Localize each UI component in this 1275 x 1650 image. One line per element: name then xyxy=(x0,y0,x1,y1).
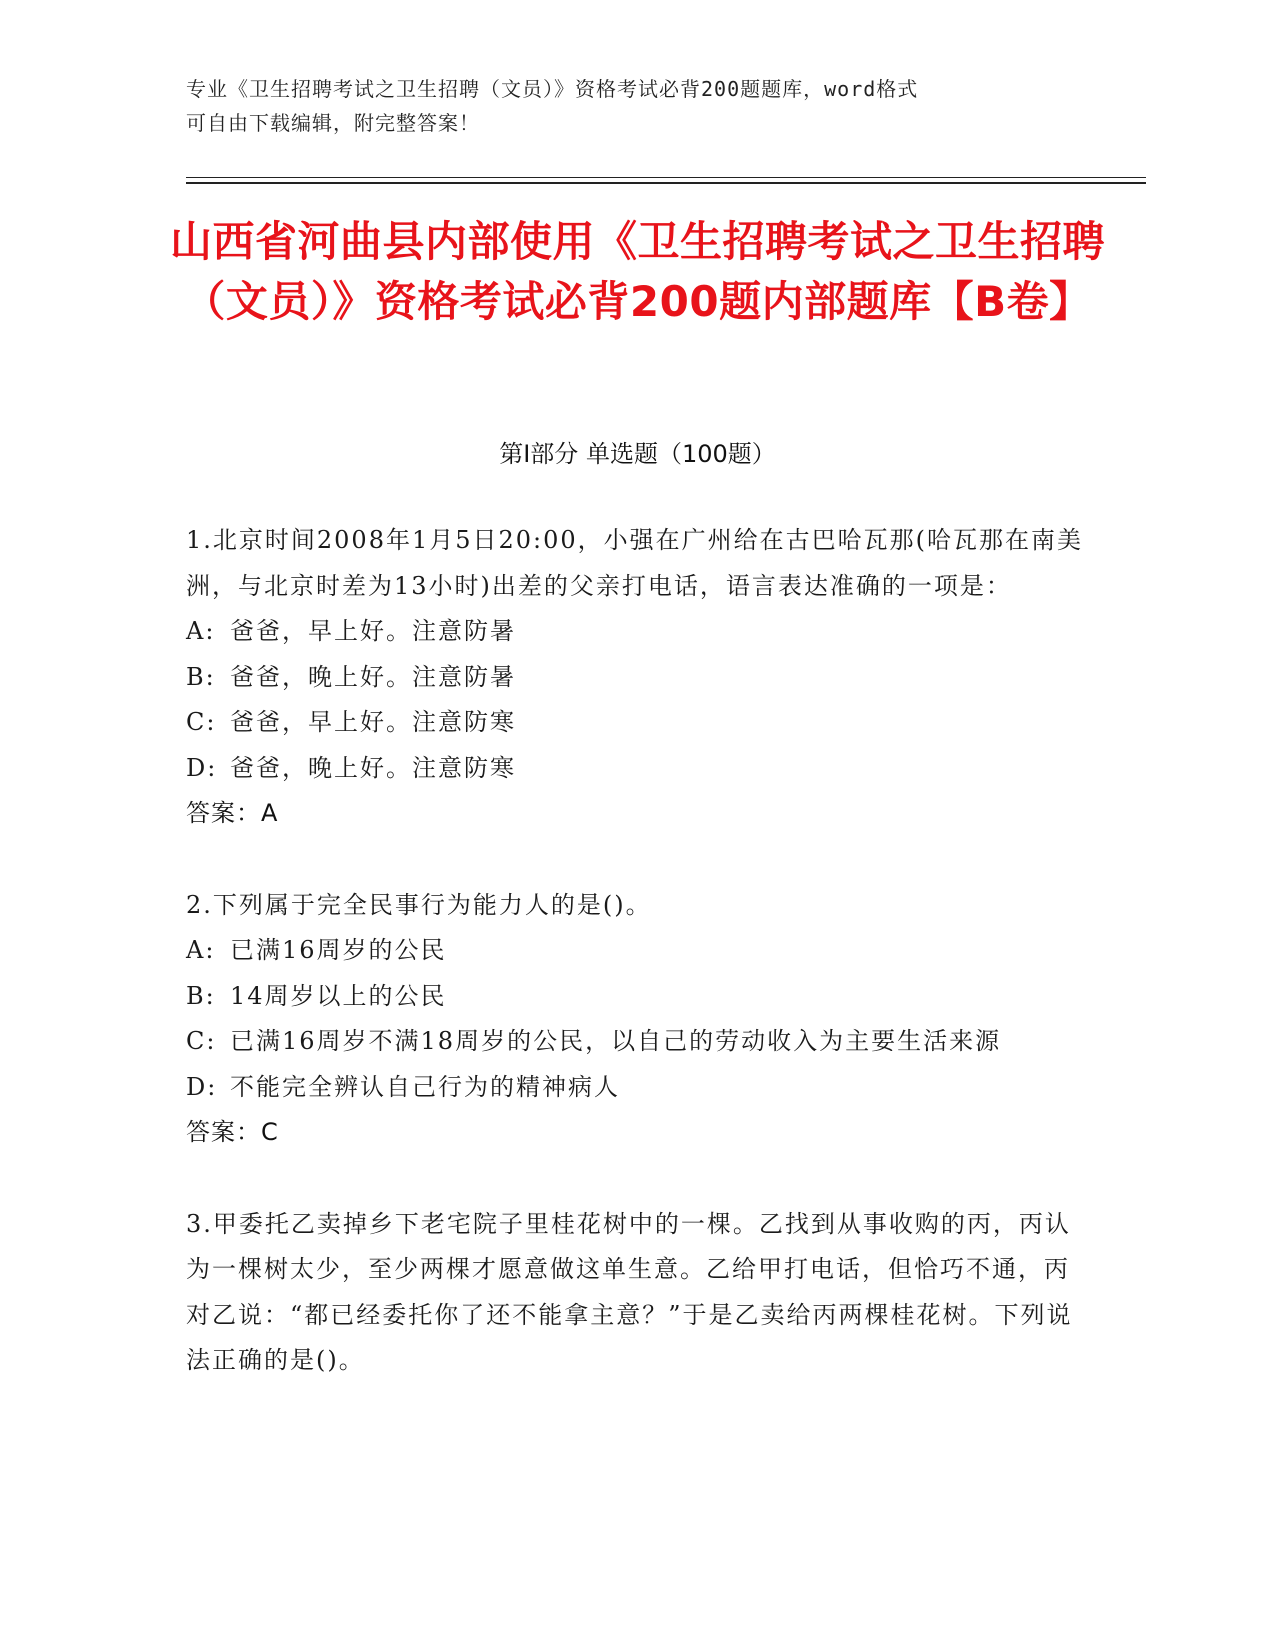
question-2 xyxy=(186,883,1086,1156)
option-key: D: xyxy=(186,753,218,782)
answer-line xyxy=(186,1110,1086,1156)
option-text: 已满16周岁不满18周岁的公民，以自己的劳动收入为主要生活来源 xyxy=(230,1027,1002,1055)
answer-label: 答案： xyxy=(186,799,261,827)
option-text: 爸爸，早上好。注意防寒 xyxy=(230,708,516,736)
option-key: C: xyxy=(186,708,217,736)
header-note: 专业《卫生招聘考试之卫生招聘（文员）》资格考试必背200题题库，word格式 可自由下载编辑，附完整答案！ xyxy=(186,77,919,135)
option-text: 爸爸，晚上好。注意防寒 xyxy=(230,753,516,782)
section-heading: 第Ⅰ部分 单选题（100题） xyxy=(499,440,776,468)
question-stem: 1.北京时间2008年1月5日20:00，小强在广州给在古巴哈瓦那(哈瓦那在南美洲，与北京时差为13小时)出差的父亲打电话，语言表达准确的一项是： xyxy=(186,526,1084,600)
answer-option xyxy=(186,928,1086,974)
option-key: C: xyxy=(186,1027,217,1055)
option-text: 14周岁以上的公民 xyxy=(230,981,447,1010)
document-title: 山西省河曲县内部使用《卫生招聘考试之卫生招聘（文员）》资格考试必背200题内部题库【B卷】 xyxy=(169,217,1105,326)
option-key: D: xyxy=(186,1072,218,1101)
option-text: 已满16周岁的公民 xyxy=(230,936,447,964)
question-1 xyxy=(186,518,1086,837)
answer-value: A xyxy=(261,799,279,827)
answer-option xyxy=(186,655,1086,701)
option-key: A: xyxy=(186,936,216,964)
option-text: 爸爸，早上好。注意防暑 xyxy=(230,617,516,645)
header-divider xyxy=(186,177,1146,178)
question-3 xyxy=(186,1202,1086,1384)
question-stem: 2.下列属于完全民事行为能力人的是()。 xyxy=(186,890,652,919)
answer-option xyxy=(186,609,1086,655)
option-text: 不能完全辨认自己行为的精神病人 xyxy=(230,1072,620,1101)
answer-option xyxy=(186,1019,1086,1065)
answer-option xyxy=(186,700,1086,746)
question-list xyxy=(186,518,1086,1430)
option-text: 爸爸，晚上好。注意防暑 xyxy=(230,662,516,691)
option-key: B: xyxy=(186,981,216,1010)
answer-line xyxy=(186,791,1086,837)
answer-option xyxy=(186,974,1086,1020)
option-key: A: xyxy=(186,617,216,645)
answer-label: 答案： xyxy=(186,1118,261,1146)
question-stem: 3.甲委托乙卖掉乡下老宅院子里桂花树中的一棵。乙找到从事收购的丙，丙认为一棵树太少，至少两棵才愿意做这单生意。乙给甲打电话，但恰巧不通，丙对乙说：“都已经委托你了还不能拿主意？”于是乙卖给丙两棵桂花树。下列说法正确的是()。 xyxy=(186,1209,1073,1374)
header-divider-thick xyxy=(186,182,1146,184)
option-key: B: xyxy=(186,662,216,691)
answer-option xyxy=(186,1065,1086,1111)
answer-option xyxy=(186,746,1086,792)
answer-value: C xyxy=(261,1118,279,1146)
